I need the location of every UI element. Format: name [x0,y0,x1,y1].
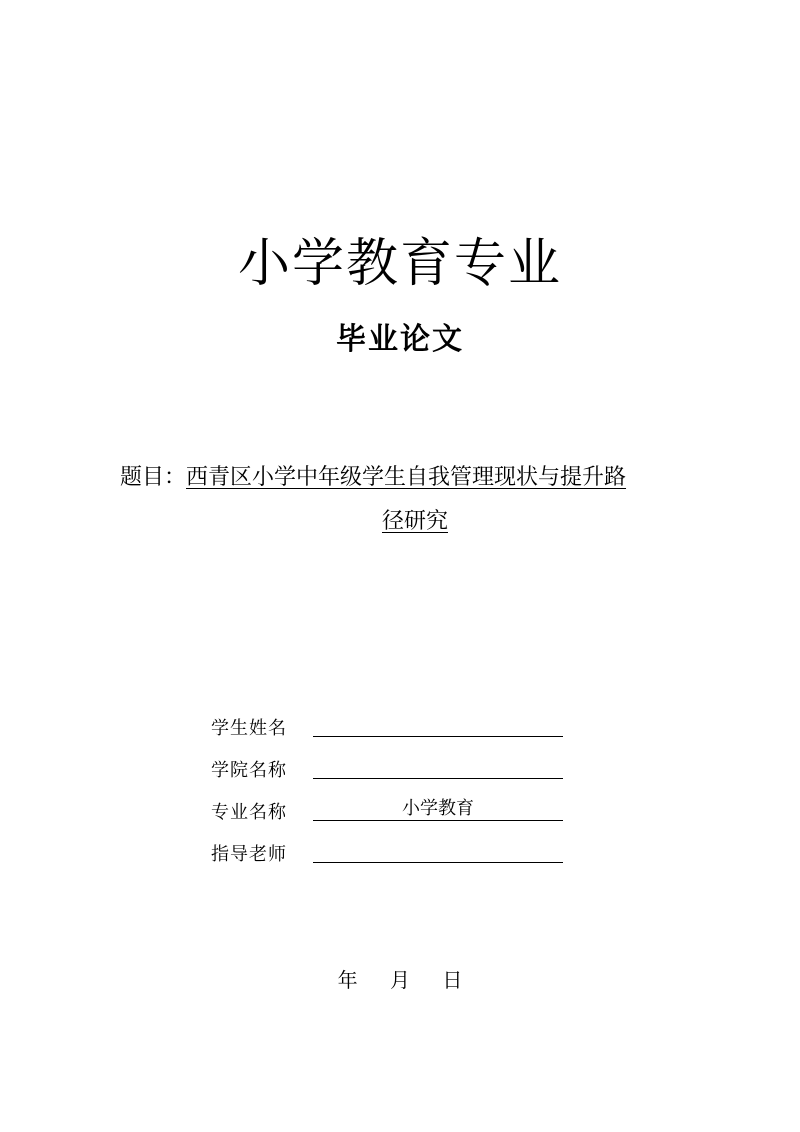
date-line [0,964,800,993]
date-month: 月 [390,968,410,992]
college-label: 学院名称 [211,760,287,781]
student-info-block [211,708,571,876]
college-row [211,750,571,792]
thesis-type-heading: 毕业论文 [336,322,464,357]
topic-line-1 [120,456,690,500]
major-title: 小学教育专业 [237,234,562,294]
major-row [211,792,571,834]
advisor-field [313,840,563,863]
student-name-row [211,708,571,750]
topic-text-part-1: 西青区小学中年级学生自我管理现状与提升路 [186,465,627,490]
advisor-row [211,834,571,876]
topic-text-part-2: 径研究 [381,509,448,534]
thesis-topic [120,456,690,544]
topic-line-2 [120,500,690,544]
date-day: 日 [442,968,463,992]
student-name-label: 学生姓名 [211,718,287,739]
college-field [313,756,563,779]
student-name-field [313,714,563,737]
major-label: 专业名称 [211,802,287,823]
topic-label: 题目： [120,465,187,490]
advisor-label: 指导老师 [211,844,287,865]
major-field: 小学教育 [313,798,563,821]
date-year: 年 [337,968,358,992]
